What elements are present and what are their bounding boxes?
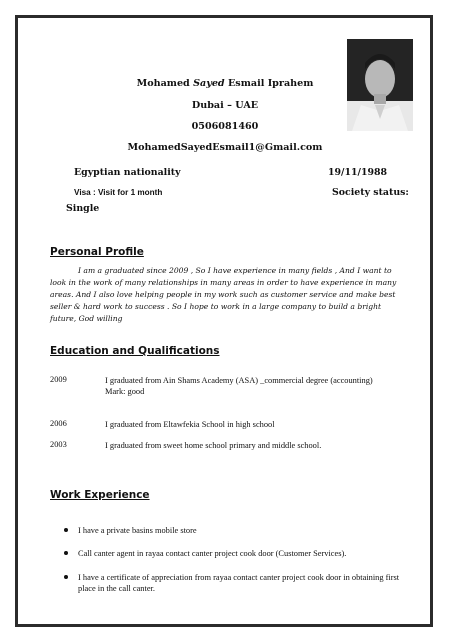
visa-status: Visa : Visit for 1 month bbox=[74, 188, 163, 197]
education-year: 2006 bbox=[50, 419, 67, 428]
profile-heading: Personal Profile bbox=[50, 246, 144, 258]
name-last: Esmail Iprahem bbox=[227, 78, 314, 89]
list-item bbox=[64, 548, 404, 559]
phone: 0506081460 bbox=[191, 121, 259, 132]
list-item bbox=[64, 572, 404, 594]
full-name bbox=[120, 78, 330, 89]
education-year: 2003 bbox=[50, 440, 67, 449]
education-heading: Education and Qualifications bbox=[50, 345, 220, 357]
profile-photo bbox=[347, 39, 413, 131]
birth-date: 19/11/1988 bbox=[328, 167, 388, 178]
society-status-label: Society status: bbox=[332, 187, 409, 198]
society-status-value: Single bbox=[66, 203, 100, 214]
bullet-icon bbox=[64, 551, 68, 555]
education-entry bbox=[105, 419, 395, 430]
education-description: I graduated from Ain Shams Academy (ASA) _commercial degree (accounting) bbox=[105, 376, 373, 385]
education-entry bbox=[105, 375, 395, 397]
education-description: I graduated from Eltawfekia School in high school bbox=[105, 420, 275, 429]
education-description: I graduated from sweet home school primary and middle school. bbox=[105, 441, 322, 450]
nationality: Egyptian nationality bbox=[74, 167, 181, 178]
bullet-icon bbox=[64, 528, 68, 532]
email[interactable]: MohamedSayedEsmail1@Gmail.com bbox=[127, 142, 323, 153]
list-item bbox=[64, 525, 404, 536]
work-heading: Work Experience bbox=[50, 489, 150, 501]
name-middle: Sayed bbox=[193, 78, 225, 89]
education-entry bbox=[105, 440, 395, 451]
education-mark: Mark: good bbox=[105, 387, 145, 396]
work-item-text: Call canter agent in rayaa contact canter project cook door (Customer Services). bbox=[78, 549, 347, 558]
profile-text: I am a graduated since 2009 , So I have experience in many fields , And I want to look in the work of many relationships in many areas in order to have experience in many areas. And I also love helping people in my work such as customer service and make best seller & hard work to success . So I hope to work in a large company to build a bright future, God willing bbox=[50, 266, 397, 323]
location: Dubai – UAE bbox=[191, 100, 259, 111]
name-first: Mohamed bbox=[136, 78, 190, 89]
work-item-text: I have a private basins mobile store bbox=[78, 526, 197, 535]
work-item-text: I have a certificate of appreciation from rayaa contact canter project cook door in obtaining first place in the call canter. bbox=[78, 573, 400, 593]
bullet-icon bbox=[64, 575, 68, 579]
education-year: 2009 bbox=[50, 375, 67, 384]
